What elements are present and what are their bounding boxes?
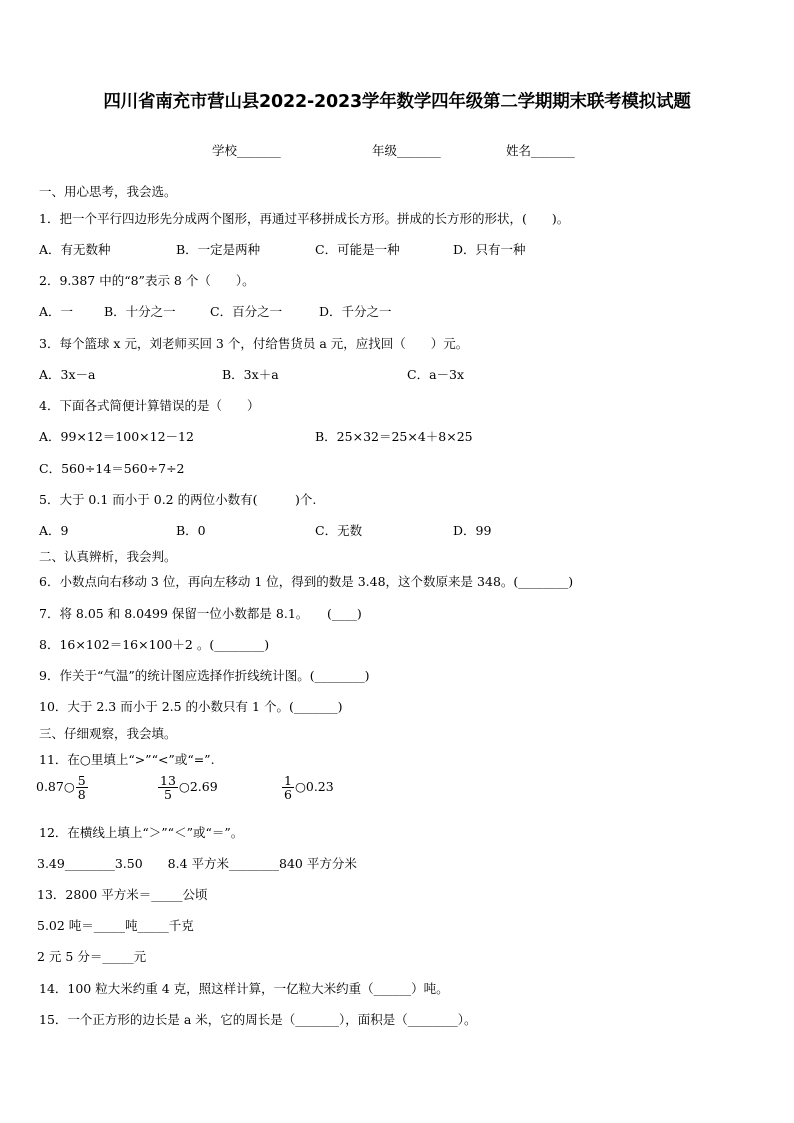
question-1: 1．把一个平行四边形先分成两个图形，再通过平移拼成长方形。拼成的长方形的形状，( )。 (39, 211, 570, 226)
q4-option-b: B．25×32＝25×4＋8×25 (315, 429, 473, 444)
question-8: 8．16×102＝16×100＋2 。(________) (39, 637, 270, 652)
q11-e3-right: ○0.23 (294, 779, 334, 794)
q2-option-a: A．一 (39, 304, 74, 319)
question-12: 12．在横线上填上“＞”“＜”或“＝”。 (39, 825, 244, 840)
question-9: 9．作关于“气温”的统计图应选择作折线统计图。(________) (39, 668, 370, 683)
q1-option-a: A．有无数种 (39, 242, 111, 257)
q5-option-c: C．无数 (315, 523, 363, 538)
grade-field: 年级_______ (372, 143, 441, 158)
q12-line: 3.49________3.50 8.4 平方米________840 平方分米 (37, 856, 357, 871)
section-heading-1: 一、用心思考，我会选。 (39, 184, 177, 199)
q11-e1-fraction (76, 774, 88, 801)
question-11: 11．在○里填上“>”“<”或“=”. (39, 752, 215, 767)
question-6: 6．小数点向右移动 3 位，再向左移动 1 位，得到的数是 3.48，这个数原来是 348。(________) (39, 574, 574, 589)
q11-expression-2 (157, 774, 218, 801)
q11-e3-denominator: 6 (284, 787, 292, 802)
q3-option-b: B．3x＋a (222, 367, 279, 382)
q5-option-b: B．0 (176, 523, 206, 538)
section-heading-2: 二、认真辨析，我会判。 (39, 549, 177, 564)
q2-option-d: D．千分之一 (319, 304, 392, 319)
q3-option-c: C．a－3x (407, 367, 465, 382)
q11-e1-left: 0.87○ (36, 779, 75, 794)
question-15: 15．一个正方形的边长是 a 米，它的周长是（_______），面积是（________）。 (39, 1012, 477, 1027)
question-13: 13．2800 平方米＝_____公顷 (37, 887, 208, 902)
q11-expression-1 (36, 774, 89, 801)
question-5: 5．大于 0.1 而小于 0.2 的两位小数有( )个. (39, 492, 317, 507)
q11-e2-numerator: 13 (160, 773, 176, 788)
q11-e1-numerator: 5 (77, 773, 86, 788)
q13-line-3: 2 元 5 分＝_____元 (37, 949, 147, 964)
page-title: 四川省南充市营山县2022-2023学年数学四年级第二学期期末联考模拟试题 (103, 92, 691, 112)
q11-e2-right: ○2.69 (178, 779, 218, 794)
q11-e2-denominator: 5 (163, 787, 172, 802)
q11-e1-denominator: 8 (77, 787, 86, 802)
q11-e2-fraction (158, 774, 178, 801)
q11-e3-fraction (282, 774, 294, 801)
question-7: 7．将 8.05 和 8.0499 保留一位小数都是 8.1。 (____) (39, 606, 362, 621)
q1-option-b: B．一定是两种 (176, 242, 261, 257)
q5-option-a: A．9 (39, 523, 69, 538)
q2-option-c: C．百分之一 (210, 304, 283, 319)
q2-option-b: B．十分之一 (104, 304, 176, 319)
question-10: 10．大于 2.3 而小于 2.5 的小数只有 1 个。(_______) (39, 699, 343, 714)
question-3: 3．每个篮球 x 元，刘老师买回 3 个，付给售货员 a 元，应找回（ ）元。 (39, 336, 469, 351)
q4-option-a: A．99×12＝100×12－12 (39, 429, 194, 444)
q13-line-2: 5.02 吨＝_____吨_____千克 (37, 918, 194, 933)
q11-expression-3 (281, 774, 334, 801)
school-field: 学校_______ (212, 143, 281, 158)
question-2: 2．9.387 中的“8”表示 8 个（ ）。 (39, 273, 255, 288)
q5-option-d: D．99 (453, 523, 492, 538)
q3-option-a: A．3x－a (39, 367, 96, 382)
question-14: 14．100 粒大米约重 4 克，照这样计算，一亿粒大米约重（______）吨。 (39, 981, 449, 996)
q4-option-c: C．560÷14＝560÷7÷2 (39, 461, 185, 476)
q1-option-c: C．可能是一种 (315, 242, 400, 257)
q11-e3-numerator: 1 (284, 773, 292, 788)
name-field: 姓名_______ (506, 143, 575, 158)
q1-option-d: D．只有一种 (453, 242, 526, 257)
question-4: 4．下面各式简便计算错误的是（ ） (39, 398, 260, 413)
section-heading-3: 三、仔细观察，我会填。 (39, 726, 177, 741)
